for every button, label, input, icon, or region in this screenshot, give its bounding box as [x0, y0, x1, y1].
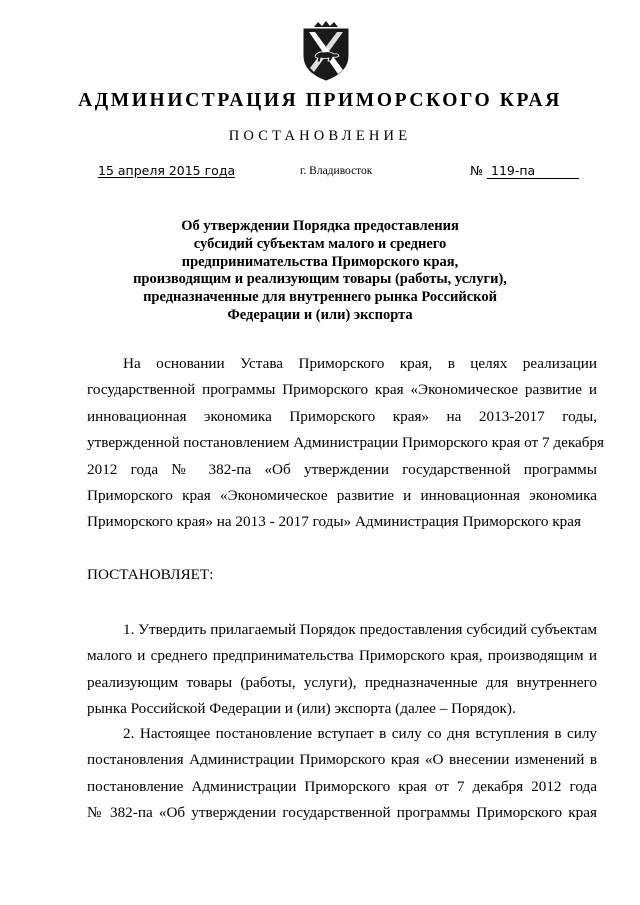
- title-line: производящим и реализующим товары (работы, услуги),: [133, 271, 507, 288]
- coat-of-arms-icon: [300, 20, 352, 82]
- number-value: 119-па: [487, 164, 579, 179]
- paragraph-line: малого и среднего предпринимательства Приморского края, производящим и: [87, 647, 597, 665]
- decree-heading: ПОСТАНОВЛЯЕТ:: [87, 566, 214, 583]
- organization-name: АДМИНИСТРАЦИЯ ПРИМОРСКОГО КРАЯ: [78, 90, 562, 111]
- paragraph-line: 2. Настоящее постановление вступает в силу со дня вступления в силу: [123, 725, 597, 742]
- number-prefix: №: [470, 163, 484, 178]
- item-2-paragraph: [87, 721, 597, 827]
- preamble-paragraph: [87, 351, 605, 536]
- document-type: ПОСТАНОВЛЕНИЕ: [228, 128, 412, 144]
- document-date: 15 апреля 2015 года: [98, 163, 236, 178]
- paragraph-line: Приморского края» на 2013 - 2017 годы» Администрация Приморского края: [87, 513, 581, 531]
- document-city: г. Владивосток: [300, 165, 373, 177]
- paragraph-line: Приморского края «Экономическое развитие и инновационная экономика: [87, 487, 597, 505]
- item-1-paragraph: [87, 617, 597, 723]
- title-line: предпринимательства Приморского края,: [181, 253, 459, 270]
- paragraph-line: инновационная экономика Приморского края» на 2013-2017 годы,: [87, 407, 597, 425]
- paragraph-line: постановление Администрации Приморского края от 7 декабря 2012 года: [87, 777, 597, 795]
- paragraph-line: государственной программы Приморского края «Экономическое развитие и: [87, 381, 597, 399]
- document-title: [100, 218, 540, 325]
- paragraph-line: постановления Администрации Приморского края «О внесении изменений в: [87, 751, 597, 769]
- paragraph-line: 1. Утвердить прилагаемый Порядок предоставления субсидий субъектам: [123, 621, 597, 638]
- document-number: [470, 163, 579, 179]
- paragraph-line: № 382-па «Об утверждении государственной программы Приморского края: [87, 804, 597, 822]
- title-line: субсидий субъектам малого и среднего: [193, 235, 447, 252]
- title-line: Федерации и (или) экспорта: [227, 306, 413, 323]
- paragraph-line: утвержденной постановлением Администрации Приморского края от 7 декабря: [87, 434, 605, 452]
- paragraph-line: реализующим товары (работы, услуги), предназначенные для внутреннего: [87, 673, 597, 691]
- title-line: Об утверждении Порядка предоставления: [181, 218, 459, 234]
- paragraph-line: рынка Российской Федерации и (или) экспорта (далее – Порядок).: [87, 700, 516, 718]
- paragraph-line: 2012 года № 382-па «Об утверждении государственной программы: [87, 460, 597, 478]
- title-line: предназначенные для внутреннего рынка Российской: [143, 289, 497, 306]
- paragraph-line: На основании Устава Приморского края, в целях реализации: [123, 355, 597, 372]
